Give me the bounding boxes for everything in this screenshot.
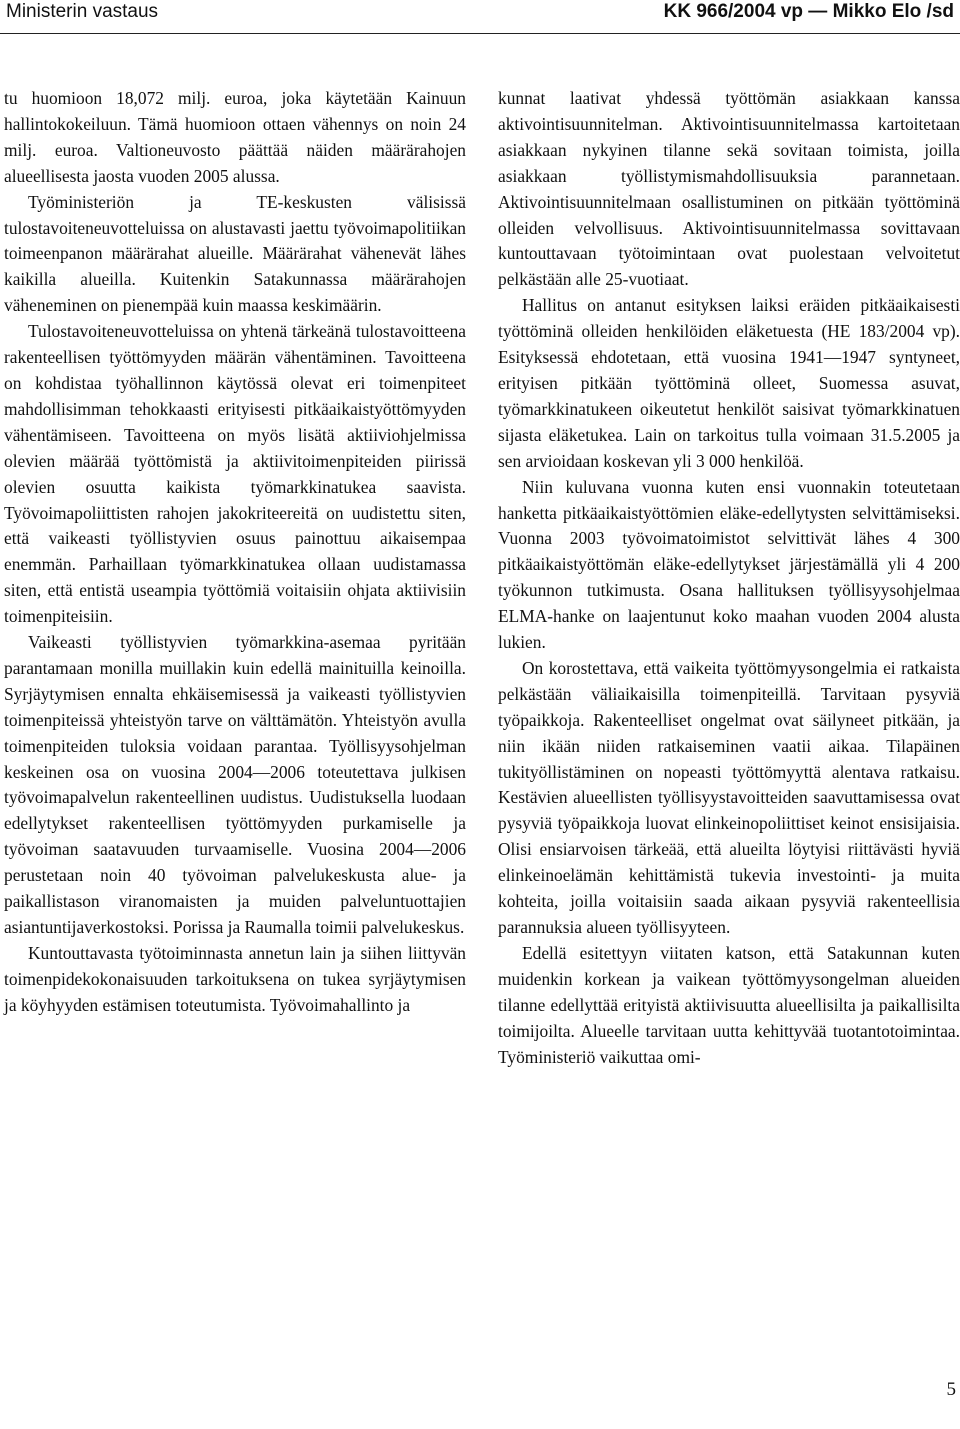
page-number: 5 <box>946 1379 956 1400</box>
paragraph: On korostettava, että vaikeita työttömyysongelmia ei ratkaista pelkästään väliaikaisilla toimenpiteillä. Tarvitaan pysyviä työpaikkoja. Rakenteelliset ongelmat ovat säilyneet pitkään, ja niin ikään niiden ratkaiseminen vaatii aikaa. Tilapäinen tukityöllistäminen on nopeasti työttömyyttä alentava ratkaisu. Kestävien alueellisten työllisyystavoitteiden saavuttamisessa ovat pysyviä työpaikkoja luovat elinkeinopoliittiset keinot ensisijaisia. Olisi ensiarvoisen tärkeää, että alueilta löytyisi riittävästi hyviä elinkeinoelämän kehittämistä tukevia investointi- ja muita kohteita, joilla voitaisiin saada aikaan pysyviä rakenteellisia parannuksia alueen työllisyyteen. <box>498 657 960 937</box>
paragraph: kunnat laativat yhdessä työttömän asiakkaan kanssa aktivointisuunnitelman. Aktivointisuunnitelmassa kartoitetaan asiakkaan nykyinen tilanne sekä sovitaan toimista, joilla asiakkaan työllistymismahdollisuuksia parannetaan. Aktivointisuunnitelmaan osallistuminen on pitkään työttöminä olleiden velvollisuus. Aktivointisuunnitelmassa sovittavaan kuntouttavaan työtoimintaan ovat puolestaan velvoitetut pelkästään alle 25-vuotiaat. <box>498 88 960 290</box>
paragraph: Hallitus on antanut esityksen laiksi eräiden pitkäaikaisesti työttöminä olleiden henkilöiden eläketuesta (HE 183/2004 vp). Esityksessä ehdotetaan, että vuosina 1941—1947 syntyneet, erityisen pitkään työttöminä olleet, Suomessa asuvat, työmarkkinatukeen oikeutetut henkilöt saisivat työmarkkinatuen sijasta eläketukea. Lain on tarkoitus tulla voimaan 31.5.2005 ja sen arvioidaan koskevan yli 3 000 henkilöä. <box>498 295 960 471</box>
paragraph: Niin kuluvana vuonna kuten ensi vuonnakin toteutetaan hanketta pitkäaikaistyöttömien eläke-edellytysten selvittämiseksi. Vuonna 2003 työvoimatoimistot selvittivät lähes 4 300 pitkäaikaistyöttömän eläke-edellytykset järjestämällä yli 4 200 työkunnon tutkimusta. Osana hallituksen työllisyysohjelmaa ELMA-hanke on laajentunut koko maahan vuoden 2004 alusta lukien. <box>498 476 960 653</box>
header-divider <box>0 33 960 34</box>
paragraph: Työministeriön ja TE-keskusten välisissä tulostavoiteneuvotteluissa on alustavasti jaettu työvoimapolitiikan toimeenpanon määrärahat alueille. Määrärahat vähenevät lähes kaikilla alueilla. Kuitenkin Satakunnassa määrärahojen väheneminen on pienempää kuin maassa keskimäärin. <box>4 191 466 316</box>
left-column <box>4 86 466 1019</box>
right-column <box>498 86 960 1070</box>
header-section-title: Ministerin vastaus <box>6 1 159 22</box>
header-document-reference: KK 966/2004 vp — Mikko Elo /sd <box>663 1 954 22</box>
page-header <box>0 0 960 30</box>
paragraph: Vaikeasti työllistyvien työmarkkina-asemaa pyritään parantamaan monilla muillakin kuin edellä mainituilla keinoilla. Syrjäytymisen ennalta ehkäisemisessä ja vaikeasti työllistyvien toimenpiteissä yhteistyön tarve on välttämätön. Yhteistyön avulla toimenpiteiden tuloksia voidaan parantaa. Työllisyysohjelman keskeinen osa on vuosina 2004—2006 toteutettava julkisen työvoimapalvelun rakenteellinen uudistus. Uudistuksella luodaan edellytykset rakenteellisen työttömyyden purkamiselle ja työvoiman saatavuuden turvaamiselle. Vuosina 2004—2006 perustetaan noin 40 työvoiman palvelukeskusta alue- ja paikallistason viranomaisten ja muiden palveluntuottajien asiantuntijaverkostoksi. Porissa ja Raumalla toimii palvelukeskus. <box>4 632 466 937</box>
paragraph: tu huomioon 18,072 milj. euroa, joka käytetään Kainuun hallintokokeiluun. Tämä huomioon ottaen vähennys on noin 24 milj. euroa. Valtioneuvosto päättää näiden määrärahojen alueellisesta jaosta vuoden 2005 alussa. <box>4 88 466 186</box>
paragraph: Edellä esitettyyn viitaten katson, että Satakunnan kuten muidenkin korkean ja vaikean työttömyysongelman alueiden tilanne edellyttää erityistä aktiivisuutta alueellisilta ja paikallisilta toimijoilta. Alueelle tarvitaan uutta kehittyvää tuotantotoimintaa. Työministeriö vaikuttaa omi- <box>498 942 960 1067</box>
paragraph: Tulostavoiteneuvotteluissa on yhtenä tärkeänä tulostavoitteena rakenteellisen työttömyyden määrän vähentäminen. Tavoitteena on kohdistaa työhallinnon käytössä olevat eri toimenpiteet mahdollisimman tehokkaasti erityisesti pitkäaikaistyöttömyyden vähentämiseen. Tavoitteena on myös lisätä aktiiviohjelmissa olevien määrää työttömistä ja aktiivitoimenpiteiden piirissä olevien osuutta kaikista työmarkkinatukea saavista. Työvoimapoliittisten rahojen jakokriteereitä on uudistettu siten, että vaikeasti työllistyvien osuus painottuu aikaisempaa enemmän. Parhaillaan työmarkkinatukea ollaan uudistamassa siten, että entistä useampia työttömiä voitaisiin ohjata aktiivisiin toimenpiteisiin. <box>4 321 466 627</box>
paragraph: Kuntouttavasta työtoiminnasta annetun lain ja siihen liittyvän toimenpidekokonaisuuden tarkoituksena on tukea syrjäytymisen ja köyhyyden estämisen toteutumista. Työvoimahallinto ja <box>4 942 466 1015</box>
